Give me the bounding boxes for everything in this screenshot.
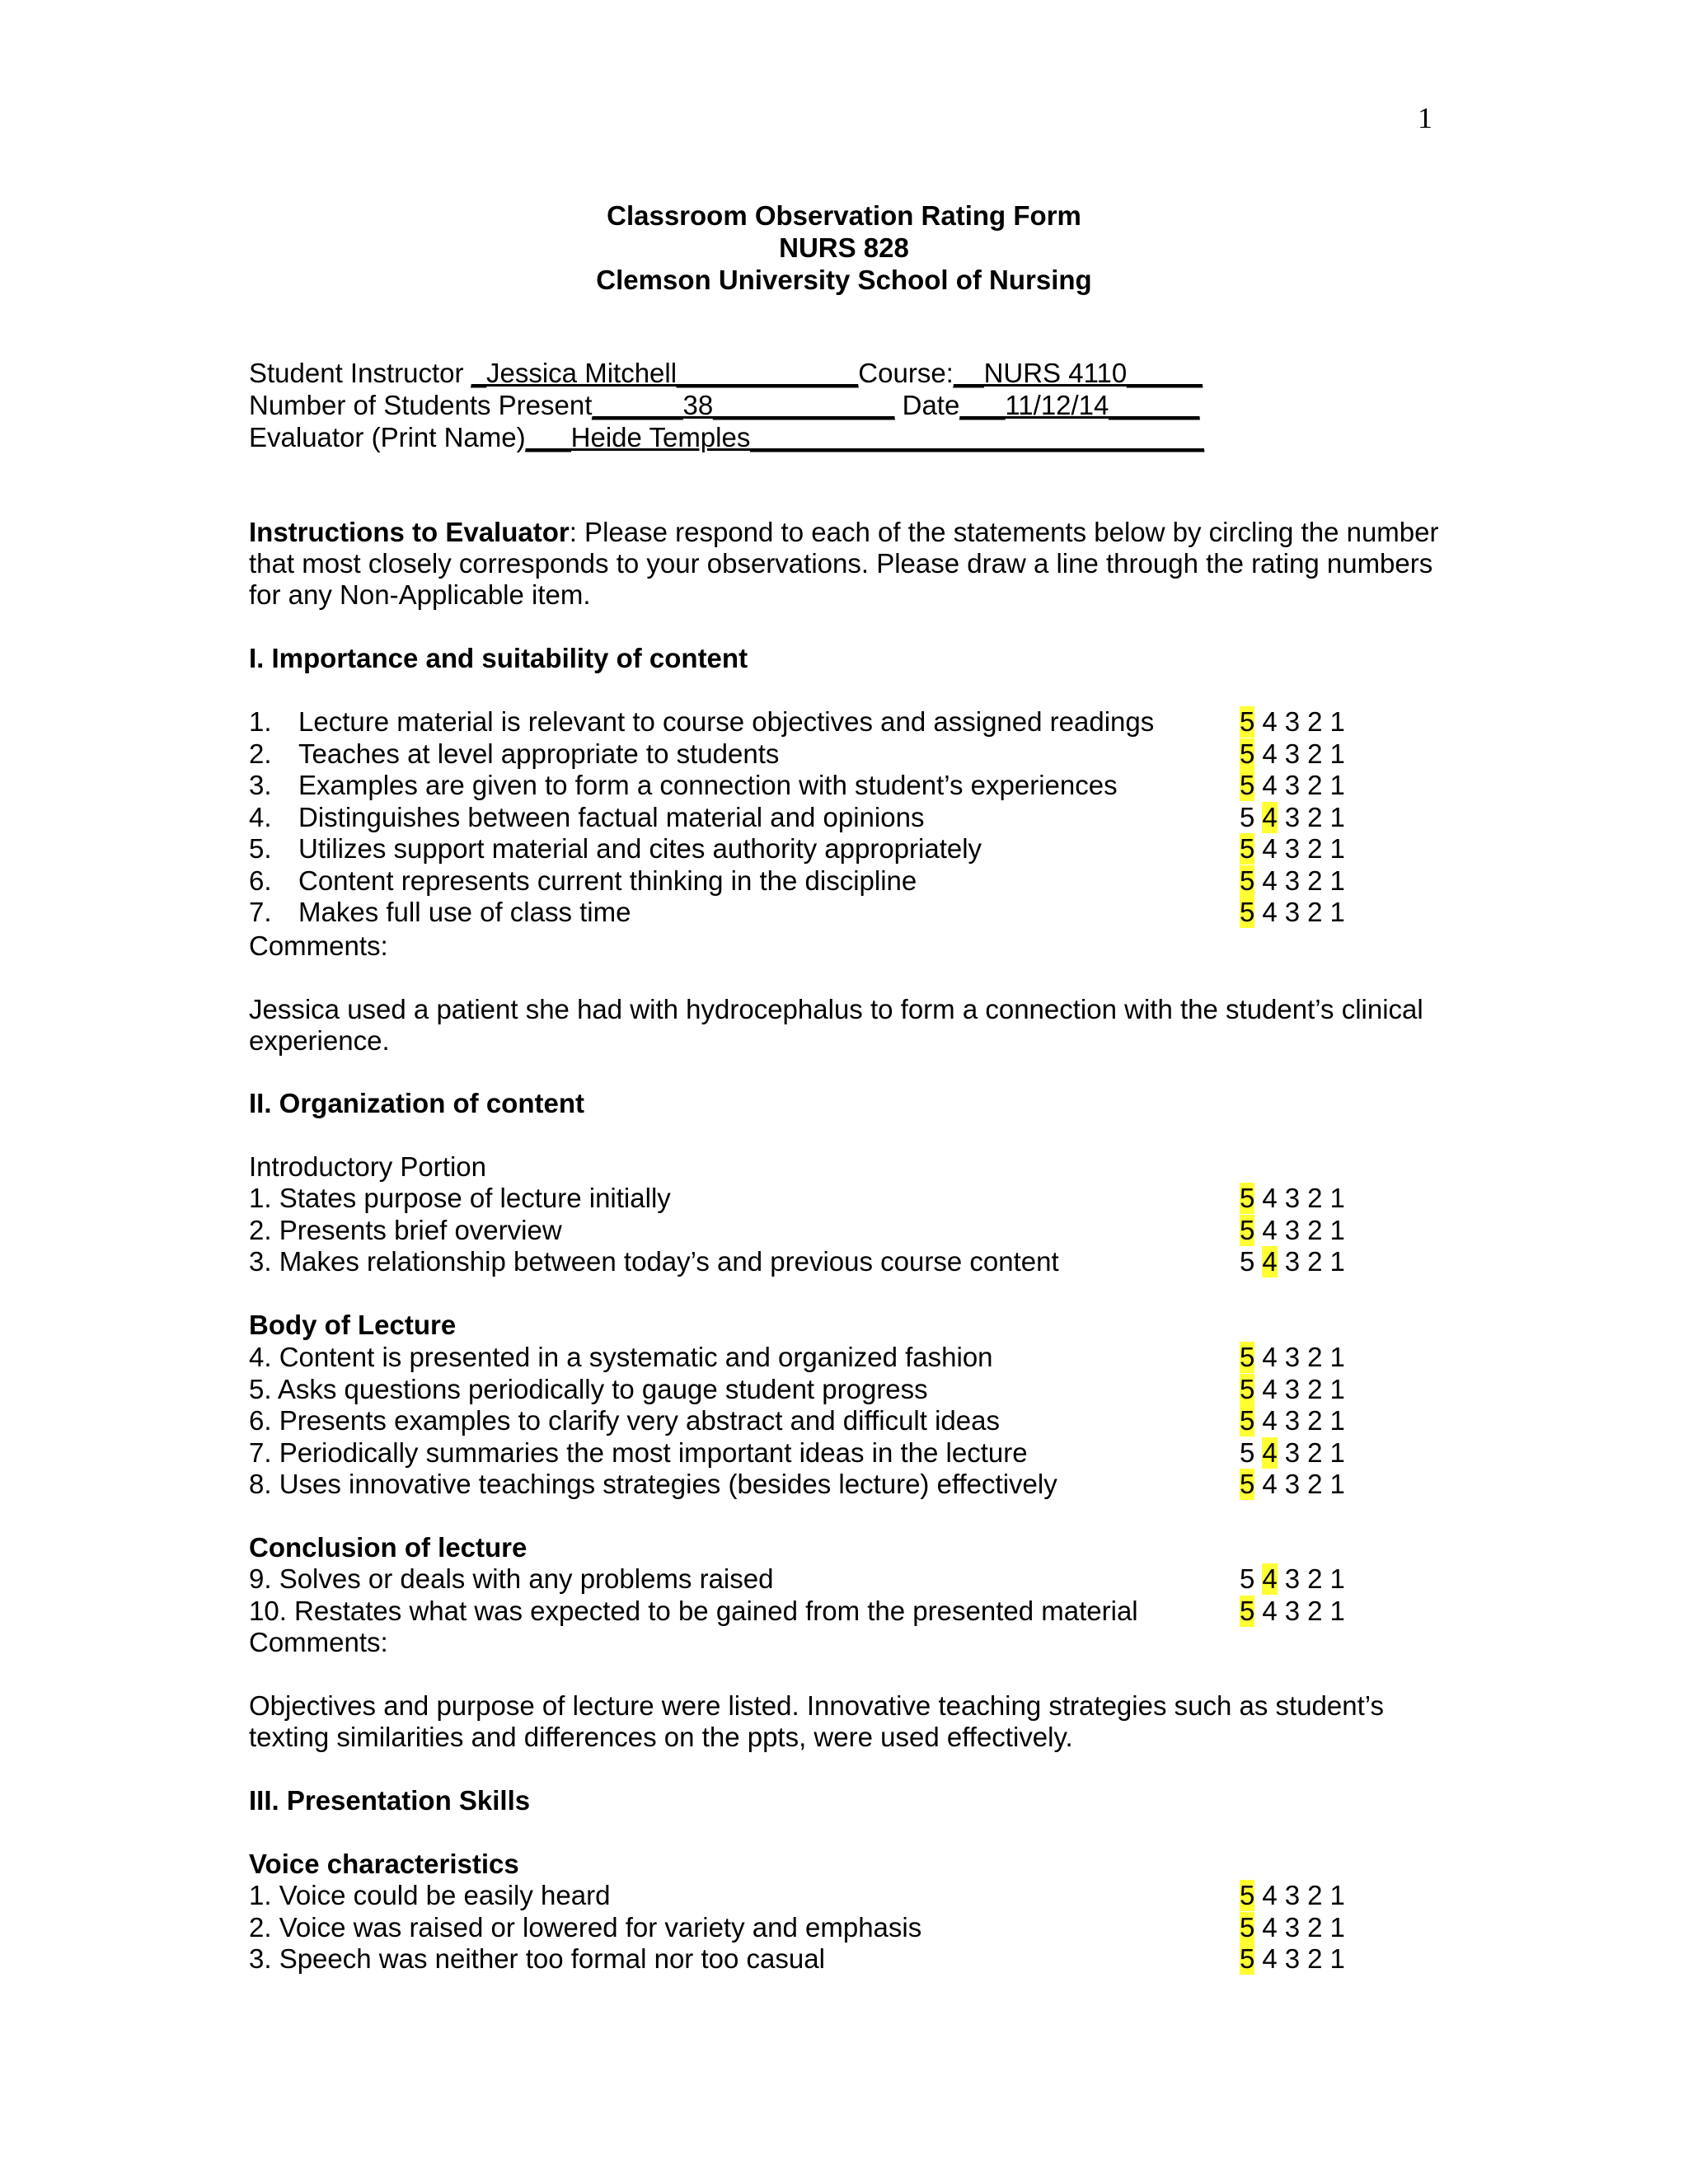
rating-option-1[interactable]: 1 — [1329, 1214, 1345, 1245]
conclusion-rating-scale-2 — [1240, 1596, 1353, 1627]
rating-option-4[interactable]: 4 — [1262, 738, 1278, 769]
section1-comment: Jessica used a patient she had with hydrocephalus to form a connection with the student’s clinical experience. — [249, 994, 1423, 1056]
intro-rating-scale-3 — [1240, 1246, 1353, 1277]
rating-option-3[interactable]: 3 — [1284, 770, 1301, 800]
body-item-3 — [249, 1405, 1000, 1436]
item-text: 1. States purpose of lecture initially — [249, 1183, 671, 1213]
rating-option-4[interactable]: 4 — [1262, 1373, 1278, 1404]
rating-option-4[interactable]: 4 — [1262, 1943, 1278, 1974]
voice-rating-scale-2 — [1240, 1912, 1353, 1943]
item-text: Teaches at level appropriate to students — [298, 738, 780, 769]
body-item-5 — [249, 1469, 1057, 1500]
rating-option-1[interactable]: 1 — [1329, 833, 1345, 864]
rating-option-2[interactable]: 2 — [1307, 1563, 1323, 1594]
rating-option-4-selected[interactable]: 4 — [1262, 1563, 1278, 1594]
instructor-label: Student Instructor — [249, 358, 471, 388]
section1-rating-scale-3 — [1240, 770, 1353, 801]
body-rating-scale-2 — [1240, 1374, 1353, 1405]
section1-item-4 — [249, 802, 924, 833]
section2-comment: Objectives and purpose of lecture were listed. Innovative teaching strategies such as student’s texting similarities and differences on the ppts, were used effectively. — [249, 1690, 1385, 1752]
rating-option-2[interactable]: 2 — [1307, 738, 1323, 769]
rating-option-3[interactable]: 3 — [1284, 1436, 1301, 1468]
date-label: Date — [894, 390, 960, 420]
rating-option-5-selected[interactable]: 5 — [1240, 1469, 1255, 1499]
rating-option-3[interactable]: 3 — [1284, 738, 1301, 769]
rating-option-3[interactable]: 3 — [1284, 1563, 1301, 1594]
rating-option-3[interactable]: 3 — [1284, 706, 1301, 737]
rating-option-5-selected[interactable]: 5 — [1240, 738, 1255, 769]
instructions — [249, 517, 1452, 611]
body-rating-scale-1 — [1240, 1342, 1353, 1373]
rating-option-1[interactable]: 1 — [1329, 706, 1345, 737]
rating-option-2[interactable]: 2 — [1307, 897, 1323, 927]
rating-option-2[interactable]: 2 — [1307, 1214, 1323, 1245]
rating-option-1[interactable]: 1 — [1329, 1342, 1345, 1372]
rating-option-4[interactable]: 4 — [1262, 1595, 1278, 1626]
rating-option-5-selected[interactable]: 5 — [1240, 1595, 1255, 1626]
rating-option-5-selected[interactable]: 5 — [1240, 865, 1255, 896]
item-text: 5. Asks questions periodically to gauge student progress — [249, 1373, 928, 1404]
body-rating-scale-4 — [1240, 1437, 1353, 1469]
section1-item-7 — [249, 897, 631, 928]
conclusion-item-2 — [249, 1596, 1138, 1627]
rating-option-4[interactable]: 4 — [1262, 770, 1278, 800]
rating-option-1[interactable]: 1 — [1329, 1373, 1345, 1404]
rating-option-4-selected[interactable]: 4 — [1262, 1246, 1278, 1277]
intro-item-2 — [249, 1215, 562, 1246]
intro-rating-scale-1 — [1240, 1183, 1353, 1214]
rating-option-1[interactable]: 1 — [1329, 738, 1345, 769]
rating-option-3[interactable]: 3 — [1284, 1911, 1301, 1943]
form-title-line-1: Classroom Observation Rating Form — [607, 200, 1081, 231]
section1-rating-scale-6 — [1240, 865, 1353, 897]
rating-option-1[interactable]: 1 — [1329, 1405, 1345, 1436]
rating-option-4-selected[interactable]: 4 — [1262, 1436, 1278, 1468]
body-rating-scale-3 — [1240, 1405, 1353, 1436]
rating-option-2[interactable]: 2 — [1307, 1183, 1323, 1213]
course-value: __NURS 4110_____ — [953, 358, 1203, 388]
rating-option-4[interactable]: 4 — [1262, 706, 1278, 737]
item-text: 6. Presents examples to clarify very abstract and difficult ideas — [249, 1405, 1000, 1436]
rating-option-1[interactable]: 1 — [1329, 1183, 1345, 1213]
rating-option-5-selected[interactable]: 5 — [1240, 1183, 1255, 1213]
rating-option-1[interactable]: 1 — [1329, 1246, 1345, 1277]
item-text: 7. Periodically summaries the most important ideas in the lecture — [249, 1436, 1028, 1468]
students-label: Number of Students Present — [249, 390, 593, 420]
page-number: 1 — [1418, 101, 1432, 134]
rating-option-4[interactable]: 4 — [1262, 1405, 1278, 1436]
rating-option-2[interactable]: 2 — [1307, 865, 1323, 896]
rating-option-3[interactable]: 3 — [1284, 833, 1301, 864]
section1-rating-scale-1 — [1240, 706, 1353, 738]
rating-option-1[interactable]: 1 — [1329, 1911, 1345, 1943]
rating-option-2[interactable]: 2 — [1307, 1246, 1323, 1277]
rating-option-3[interactable]: 3 — [1284, 1342, 1301, 1372]
rating-option-5-selected[interactable]: 5 — [1240, 1405, 1255, 1436]
item-text: 3. Speech was neither too formal nor too casual — [249, 1943, 825, 1974]
section1-comments-label: Comments: — [249, 930, 388, 961]
section3-heading: III. Presentation Skills — [249, 1785, 531, 1816]
item-text: Makes full use of class time — [298, 897, 631, 927]
students-value: ______38____________ — [592, 390, 895, 420]
conclusion-rating-scale-1 — [1240, 1563, 1353, 1595]
rating-option-5-selected[interactable]: 5 — [1240, 1373, 1255, 1404]
item-number: 3. — [249, 770, 272, 800]
item-text: 9. Solves or deals with any problems raised — [249, 1563, 774, 1594]
rating-option-2[interactable]: 2 — [1307, 1880, 1323, 1910]
rating-option-2[interactable]: 2 — [1307, 1373, 1323, 1404]
item-number: 7. — [249, 897, 272, 927]
rating-option-3[interactable]: 3 — [1284, 801, 1301, 832]
rating-option-4[interactable]: 4 — [1262, 1342, 1278, 1372]
rating-option-1[interactable]: 1 — [1329, 801, 1345, 832]
evaluator-label: Evaluator (Print Name) — [249, 422, 526, 452]
item-number: 4. — [249, 801, 272, 832]
form-title-line-3: Clemson University School of Nursing — [596, 265, 1092, 295]
students-line — [249, 390, 1200, 421]
rating-option-3[interactable]: 3 — [1284, 1880, 1301, 1910]
rating-option-3[interactable]: 3 — [1284, 1373, 1301, 1404]
rating-option-3[interactable]: 3 — [1284, 1183, 1301, 1213]
rating-option-5-selected[interactable]: 5 — [1240, 1943, 1255, 1974]
rating-option-1[interactable]: 1 — [1329, 1880, 1345, 1910]
item-number: 1. — [249, 706, 272, 737]
rating-option-4[interactable]: 4 — [1262, 833, 1278, 864]
rating-option-2[interactable]: 2 — [1307, 801, 1323, 832]
item-text: Distinguishes between factual material and opinions — [298, 801, 925, 832]
rating-option-1[interactable]: 1 — [1329, 897, 1345, 927]
instructions-text: : Please respond to each of the statements below by circling the number that most closely corresponds to your observations. Please draw a line through the rating numbers for any Non-Applicable item. — [249, 517, 1439, 610]
item-number: 2. — [249, 738, 272, 769]
body-lecture-label: Body of Lecture — [249, 1310, 457, 1340]
rating-option-4[interactable]: 4 — [1262, 1880, 1278, 1910]
rating-option-5[interactable]: 5 — [1240, 1246, 1255, 1277]
rating-option-5-selected[interactable]: 5 — [1240, 1214, 1255, 1245]
rating-option-1[interactable]: 1 — [1329, 865, 1345, 896]
item-text: Lecture material is relevant to course objectives and assigned readings — [298, 706, 1155, 737]
item-text: 3. Makes relationship between today’s and previous course content — [249, 1246, 1059, 1277]
voice-characteristics-label: Voice characteristics — [249, 1849, 519, 1879]
rating-option-4[interactable]: 4 — [1262, 1911, 1278, 1943]
voice-rating-scale-3 — [1240, 1943, 1353, 1975]
rating-option-2[interactable]: 2 — [1307, 770, 1323, 800]
rating-option-5[interactable]: 5 — [1240, 1436, 1255, 1468]
rating-option-3[interactable]: 3 — [1284, 1214, 1301, 1245]
rating-option-4[interactable]: 4 — [1262, 865, 1278, 896]
body-rating-scale-5 — [1240, 1469, 1353, 1500]
rating-option-3[interactable]: 3 — [1284, 865, 1301, 896]
item-text: Utilizes support material and cites authority appropriately — [298, 833, 982, 864]
rating-option-4[interactable]: 4 — [1262, 1183, 1278, 1213]
section1-rating-scale-7 — [1240, 897, 1353, 928]
body-item-4 — [249, 1437, 1028, 1469]
item-text: Examples are given to form a connection with student’s experiences — [298, 770, 1118, 800]
section1-rating-scale-4 — [1240, 802, 1353, 833]
instructions-label: Instructions to Evaluator — [249, 517, 570, 547]
rating-option-3[interactable]: 3 — [1284, 1246, 1301, 1277]
item-text: 2. Voice was raised or lowered for variety and emphasis — [249, 1911, 922, 1943]
section1-item-3 — [249, 770, 1118, 801]
item-text: 10. Restates what was expected to be gained from the presented material — [249, 1595, 1138, 1626]
voice-item-3 — [249, 1943, 825, 1975]
evaluator-value: ___Heide Temples______________________________ — [525, 422, 1204, 452]
rating-option-5[interactable]: 5 — [1240, 801, 1255, 832]
rating-option-4[interactable]: 4 — [1262, 1469, 1278, 1499]
rating-option-5-selected[interactable]: 5 — [1240, 770, 1255, 800]
item-number: 6. — [249, 865, 272, 896]
rating-option-3[interactable]: 3 — [1284, 1469, 1301, 1499]
rating-option-1[interactable]: 1 — [1329, 1595, 1345, 1626]
rating-option-2[interactable]: 2 — [1307, 1595, 1323, 1626]
rating-option-5-selected[interactable]: 5 — [1240, 1911, 1255, 1943]
evaluator-line — [249, 422, 1204, 453]
instructor-value: _Jessica Mitchell____________ — [471, 358, 859, 388]
body-item-2 — [249, 1374, 928, 1405]
rating-option-2[interactable]: 2 — [1307, 1911, 1323, 1943]
conclusion-label: Conclusion of lecture — [249, 1532, 528, 1563]
rating-option-2[interactable]: 2 — [1307, 1469, 1323, 1499]
rating-option-1[interactable]: 1 — [1329, 1469, 1345, 1499]
rating-option-5-selected[interactable]: 5 — [1240, 1342, 1255, 1372]
rating-option-5-selected[interactable]: 5 — [1240, 706, 1255, 737]
course-label: Course: — [858, 358, 954, 388]
rating-option-1[interactable]: 1 — [1329, 770, 1345, 800]
form-title-line-2: NURS 828 — [779, 232, 909, 263]
form-title — [0, 199, 1688, 296]
rating-option-3[interactable]: 3 — [1284, 1943, 1301, 1974]
conclusion-item-1 — [249, 1563, 773, 1595]
rating-option-3[interactable]: 3 — [1284, 1405, 1301, 1436]
rating-option-5[interactable]: 5 — [1240, 1563, 1255, 1594]
rating-option-2[interactable]: 2 — [1307, 1943, 1323, 1974]
intro-item-1 — [249, 1183, 671, 1214]
item-text: 1. Voice could be easily heard — [249, 1880, 611, 1910]
rating-option-4[interactable]: 4 — [1262, 897, 1278, 927]
rating-option-2[interactable]: 2 — [1307, 1342, 1323, 1372]
rating-option-2[interactable]: 2 — [1307, 706, 1323, 737]
item-text: Content represents current thinking in the discipline — [298, 865, 917, 896]
item-text: 4. Content is presented in a systematic and organized fashion — [249, 1342, 993, 1372]
rating-option-4[interactable]: 4 — [1262, 1214, 1278, 1245]
voice-item-2 — [249, 1912, 921, 1943]
section1-rating-scale-2 — [1240, 738, 1353, 770]
rating-option-1[interactable]: 1 — [1329, 1943, 1345, 1974]
rating-option-5-selected[interactable]: 5 — [1240, 833, 1255, 864]
voice-item-1 — [249, 1880, 610, 1911]
body-item-1 — [249, 1342, 993, 1373]
intro-rating-scale-2 — [1240, 1215, 1353, 1246]
rating-option-3[interactable]: 3 — [1284, 1595, 1301, 1626]
intro-portion-label: Introductory Portion — [249, 1151, 486, 1182]
rating-option-4-selected[interactable]: 4 — [1262, 801, 1278, 832]
intro-item-3 — [249, 1246, 1059, 1277]
section1-item-5 — [249, 833, 982, 865]
voice-rating-scale-1 — [1240, 1880, 1353, 1911]
section1-item-6 — [249, 865, 917, 897]
rating-option-2[interactable]: 2 — [1307, 1436, 1323, 1468]
section1-rating-scale-5 — [1240, 833, 1353, 865]
rating-option-2[interactable]: 2 — [1307, 833, 1323, 864]
item-text: 2. Presents brief overview — [249, 1214, 562, 1245]
section1-item-1 — [249, 706, 1154, 738]
section2-heading: II. Organization of content — [249, 1088, 584, 1118]
rating-option-1[interactable]: 1 — [1329, 1436, 1345, 1468]
rating-option-1[interactable]: 1 — [1329, 1563, 1345, 1594]
rating-option-3[interactable]: 3 — [1284, 897, 1301, 927]
instructor-line — [249, 358, 1203, 389]
rating-option-2[interactable]: 2 — [1307, 1405, 1323, 1436]
rating-option-5-selected[interactable]: 5 — [1240, 897, 1255, 927]
section2-comments-label: Comments: — [249, 1627, 388, 1657]
rating-option-5-selected[interactable]: 5 — [1240, 1880, 1255, 1910]
item-text: 8. Uses innovative teachings strategies (besides lecture) effectively — [249, 1469, 1057, 1499]
item-number: 5. — [249, 833, 272, 864]
date-value: ___11/12/14______ — [959, 390, 1200, 420]
section1-heading: I. Importance and suitability of content — [249, 643, 748, 673]
section1-item-2 — [249, 738, 779, 770]
